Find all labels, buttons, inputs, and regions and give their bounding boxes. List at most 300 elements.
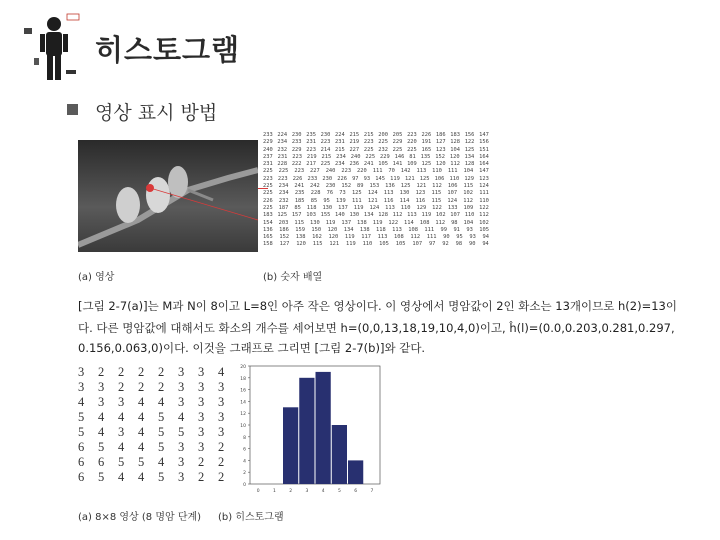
pixel-value: 220: [407, 139, 417, 146]
pixel-value: 89: [357, 183, 364, 190]
matrix-cell: 3: [198, 410, 205, 424]
pixel-value: 107: [447, 190, 458, 197]
matrix-cell: 3: [178, 395, 185, 409]
pixel-row: [263, 176, 489, 183]
pixel-value: 76: [326, 190, 334, 197]
matrix-cell: 4: [118, 410, 125, 424]
pixel-value: 152: [341, 183, 352, 190]
matrix-cell: 3: [198, 440, 205, 454]
matrix-cell: 6: [98, 455, 105, 469]
histogram-bar: [348, 460, 363, 484]
pixel-value: 105: [395, 241, 406, 248]
matrix-cell: 3: [178, 440, 185, 454]
pixel-value: 115: [431, 190, 442, 197]
pixel-row: [263, 227, 489, 234]
pixel-value: 95: [323, 197, 330, 204]
pixel-value: 139: [336, 197, 346, 204]
pixel-value: 152: [279, 234, 290, 241]
pixel-value: 225: [320, 161, 331, 168]
matrix-cell: 5: [158, 410, 165, 424]
matrix-cell: 2: [118, 365, 125, 379]
pixel-value: 224: [335, 132, 345, 138]
matrix-cell: 5: [158, 470, 165, 484]
pixel-value: 120: [328, 234, 339, 241]
pixel-value: 113: [407, 212, 417, 219]
presenter-figure-icon: [22, 10, 92, 85]
pixel-value: 120: [327, 226, 338, 233]
matrix-row: [78, 365, 238, 380]
matrix-cell: 3: [178, 365, 185, 379]
pixel-value: 124: [367, 190, 378, 197]
pixel-value: 112: [450, 161, 461, 168]
matrix-row: [78, 425, 238, 440]
pixel-value: 223: [294, 168, 305, 175]
pixel-value: 108: [408, 226, 419, 233]
pixel-value: 98: [451, 219, 458, 226]
pixel-value: 138: [295, 234, 306, 241]
pixel-value: 111: [447, 168, 458, 175]
matrix-cell: 2: [198, 470, 205, 484]
pixel-value: 232: [278, 197, 289, 204]
pixel-value: 115: [431, 197, 442, 204]
matrix-cell: 3: [218, 395, 225, 409]
pixel-value: 105: [379, 241, 389, 248]
pixel-value: 225: [363, 146, 374, 153]
pixel-value: 95: [456, 234, 463, 241]
pixel-value: 234: [335, 161, 345, 168]
matrix-cell: 4: [138, 395, 145, 409]
pixel-value: 107: [450, 212, 461, 219]
pixel-value: 70: [388, 168, 395, 175]
pixel-value: 241: [363, 161, 374, 168]
x-tick-label: 6: [354, 489, 358, 494]
matrix-cell: 3: [218, 425, 225, 439]
pixel-row: [263, 147, 489, 154]
pixel-value: 121: [329, 241, 340, 248]
pixel-value: 156: [479, 139, 489, 146]
paragraph-line-3: 0.156,0.063,0)이다. 이것을 그래프로 그리면 [그림 2-7(b)]와 같다.: [78, 341, 426, 355]
pixel-value: 225: [263, 190, 273, 197]
matrix-cell: 3: [118, 395, 125, 409]
pixel-value: 116: [415, 197, 426, 204]
pixel-value: 111: [372, 168, 383, 175]
matrix-cell: 3: [78, 365, 85, 379]
pixel-value: 223: [341, 168, 352, 175]
pixel-value: 185: [294, 197, 305, 204]
bird-photo-image: [78, 140, 258, 252]
matrix-cell: 4: [78, 395, 85, 409]
pixel-value: 110: [432, 168, 442, 175]
matrix-cell: 2: [138, 380, 145, 394]
pixel-value: 110: [362, 241, 373, 248]
matrix-cell: 2: [158, 380, 165, 394]
pixel-value: 241: [294, 183, 305, 190]
pixel-value: 115: [312, 241, 323, 248]
bullet-square-icon: [67, 104, 78, 115]
pixel-value: 229: [380, 153, 390, 160]
pixel-value: 98: [455, 241, 463, 248]
pixel-value: 225: [365, 153, 376, 160]
pixel-value: 129: [464, 175, 475, 182]
pixel-value: 122: [464, 139, 475, 146]
pixel-value: 125: [421, 161, 432, 168]
pixel-value: 112: [410, 234, 421, 241]
pixel-value: 127: [279, 241, 290, 248]
pixel-value: 145: [375, 175, 385, 182]
pixel-value: 155: [320, 212, 331, 219]
pixel-array: [263, 132, 489, 249]
matrix-cell: 4: [138, 440, 145, 454]
pixel-value: 234: [278, 190, 289, 197]
pixel-value: 150: [311, 226, 322, 233]
y-tick-label: 2: [243, 471, 246, 477]
pixel-value: 225: [392, 146, 403, 153]
pixel-value: 129: [416, 204, 427, 211]
matrix-cell: 3: [98, 380, 105, 394]
pixel-value: 125: [419, 175, 430, 182]
pixel-value: 228: [310, 190, 321, 197]
matrix-cell: 6: [78, 455, 85, 469]
matrix-cell: 2: [118, 380, 125, 394]
pixel-value: 130: [310, 219, 320, 226]
pixel-value: 225: [407, 146, 417, 153]
pixel-value: 112: [432, 183, 442, 190]
pixel-value: 215: [335, 146, 345, 153]
pixel-value: 102: [479, 219, 489, 226]
pixel-value: 119: [345, 241, 356, 248]
matrix-cell: 4: [218, 365, 225, 379]
pixel-value: 215: [363, 132, 374, 138]
pixel-value: 231: [277, 153, 288, 160]
pixel-value: 115: [463, 183, 474, 190]
pixel-row: [263, 212, 489, 219]
pixel-value: 94: [482, 241, 489, 248]
pixel-value: 186: [279, 226, 289, 233]
x-tick-label: 2: [289, 489, 293, 494]
pixel-value: 93: [466, 226, 473, 233]
pixel-value: 110: [479, 197, 489, 204]
pixel-value: 187: [278, 204, 289, 211]
matrix-cell: 4: [158, 395, 165, 409]
pixel-value: 105: [479, 226, 489, 233]
pixel-value: 232: [378, 146, 388, 153]
pixel-value: 229: [263, 139, 273, 146]
pixel-value: 133: [447, 204, 458, 211]
pixel-value: 106: [447, 183, 458, 190]
y-tick-label: 20: [240, 365, 246, 370]
pixel-value: 191: [421, 139, 432, 146]
pixel-value: 165: [421, 146, 432, 153]
pixel-value: 154: [263, 219, 273, 226]
pixel-row: [263, 139, 489, 146]
pixel-row: [263, 154, 489, 161]
paragraph-line-1: [그림 2-7(a)]는 M과 N이 8이고 L=8인 아주 작은 영상이다. 이 영상에서 명암값이 2인 화소는 13개이므로 h(2)=13이: [78, 299, 677, 313]
pixel-value: 121: [367, 197, 378, 204]
pixel-value: 134: [343, 226, 354, 233]
pixel-value: 125: [351, 190, 362, 197]
matrix-cell: 2: [138, 365, 145, 379]
pixel-row: [263, 190, 489, 197]
pixel-value: 93: [469, 234, 476, 241]
x-tick-label: 1: [272, 489, 276, 494]
matrix-cell: 3: [178, 470, 185, 484]
pixel-value: 234: [336, 153, 346, 160]
pixel-value: 227: [349, 146, 360, 153]
pixel-value: 142: [400, 168, 411, 175]
matrix-cell: 4: [158, 455, 165, 469]
pixel-value: 110: [464, 212, 475, 219]
pixel-value: 130: [349, 212, 360, 219]
pixel-value: 113: [383, 190, 394, 197]
pixel-value: 231: [263, 161, 273, 168]
pixel-value: 123: [415, 190, 426, 197]
pixel-value: 152: [435, 153, 445, 160]
pixel-value: 236: [349, 161, 360, 168]
pixel-value: 214: [320, 146, 331, 153]
matrix-cell: 2: [198, 455, 205, 469]
pixel-value: 220: [357, 168, 367, 175]
pixel-value: 125: [464, 146, 475, 153]
pixel-value: 127: [435, 139, 446, 146]
pixel-value: 104: [463, 168, 474, 175]
pixel-value: 231: [306, 139, 316, 146]
pixel-value: 108: [419, 219, 430, 226]
pixel-value: 113: [416, 168, 427, 175]
matrix-cell: 5: [98, 470, 105, 484]
matrix-cell: 2: [218, 470, 225, 484]
pixel-value: 120: [449, 153, 460, 160]
pixel-value: 122: [479, 204, 489, 211]
pixel-value: 219: [349, 139, 360, 146]
matrix-cell: 2: [98, 365, 105, 379]
matrix-cell: 6: [78, 470, 85, 484]
pixel-value: 234: [277, 139, 288, 146]
pixel-value: 125: [400, 183, 411, 190]
pixel-value: 102: [463, 190, 474, 197]
pixel-value: 120: [296, 241, 306, 248]
pixel-value: 97: [352, 175, 359, 182]
pixel-value: 240: [350, 153, 361, 160]
pixel-value: 159: [295, 226, 306, 233]
pixel-value: 112: [392, 212, 403, 219]
pixel-value: 137: [338, 204, 348, 211]
x-tick-label: 7: [370, 489, 374, 494]
pixel-value: 122: [388, 219, 399, 226]
pixel-row: [263, 234, 489, 241]
paragraph-line-2: 다. 다른 명암값에 대해서도 화소의 개수를 세어보면 h=(0,0,13,18,19,10,4,0)이고, ĥ(l)=(0.0,0.203,0.281,0.297,: [78, 321, 675, 335]
image-matrix: [78, 365, 238, 485]
x-tick-label: 3: [305, 489, 309, 494]
pixel-value: 226: [337, 175, 347, 182]
matrix-row: [78, 380, 238, 395]
pixel-value: 137: [341, 219, 352, 226]
pixel-value: 140: [335, 212, 345, 219]
matrix-cell: 3: [198, 365, 205, 379]
pixel-value: 222: [291, 161, 302, 168]
pixel-value: 230: [322, 175, 333, 182]
pixel-value: 122: [432, 204, 442, 211]
pixel-value: 223: [320, 139, 331, 146]
pixel-value: 203: [278, 219, 289, 226]
pixel-value: 119: [344, 234, 355, 241]
caption-8x8-image: (a) 8×8 영상 (8 명암 단계): [78, 512, 202, 523]
pixel-value: 223: [292, 153, 302, 160]
matrix-cell: 4: [138, 410, 145, 424]
pixel-value: 232: [277, 146, 288, 153]
matrix-cell: 4: [138, 425, 145, 439]
pixel-value: 123: [435, 146, 446, 153]
page-title: 히스토그램: [95, 33, 241, 67]
matrix-cell: 5: [118, 455, 125, 469]
pixel-value: 113: [377, 234, 388, 241]
pixel-value: 128: [378, 212, 388, 219]
matrix-cell: 4: [118, 440, 125, 454]
pixel-value: 237: [263, 153, 273, 160]
pixel-value: 147: [479, 168, 489, 175]
matrix-cell: 3: [98, 395, 105, 409]
pixel-value: 112: [479, 212, 489, 219]
pixel-value: 103: [306, 212, 316, 219]
matrix-row: [78, 440, 238, 455]
pixel-row: [263, 205, 489, 212]
histogram-bar: [283, 407, 298, 484]
pixel-value: 134: [363, 212, 374, 219]
pixel-value: 230: [325, 183, 336, 190]
pixel-value: 91: [453, 226, 460, 233]
pixel-value: 108: [394, 234, 404, 241]
pixel-value: 85: [310, 197, 318, 204]
pixel-value: 110: [449, 175, 460, 182]
matrix-cell: 2: [218, 455, 225, 469]
pixel-value: 111: [351, 197, 362, 204]
matrix-row: [78, 470, 238, 485]
matrix-cell: 4: [138, 470, 145, 484]
pixel-value: 164: [479, 161, 489, 168]
pixel-value: 235: [294, 190, 305, 197]
x-tick-label: 4: [321, 489, 325, 494]
pixel-value: 113: [392, 226, 402, 233]
pixel-value: 233: [291, 139, 302, 146]
pixel-value: 240: [325, 168, 336, 175]
pixel-value: 99: [440, 226, 448, 233]
y-tick-label: 8: [243, 435, 246, 441]
pixel-value: 183: [263, 212, 273, 219]
pixel-value: 215: [321, 153, 332, 160]
y-tick-label: 18: [240, 376, 246, 382]
pixel-value: 223: [407, 132, 417, 138]
matrix-cell: 3: [198, 425, 205, 439]
y-tick-label: 4: [243, 459, 246, 465]
pixel-value: 226: [421, 132, 432, 138]
pixel-value: 230: [291, 132, 302, 138]
pixel-value: 111: [424, 226, 435, 233]
matrix-cell: 6: [78, 440, 85, 454]
pixel-value: 134: [464, 153, 475, 160]
pixel-value: 225: [263, 183, 273, 190]
pixel-value: 128: [464, 161, 475, 168]
y-tick-label: 10: [240, 424, 246, 429]
pixel-value: 120: [435, 161, 446, 168]
pixel-value: 125: [277, 212, 288, 219]
matrix-cell: 5: [78, 425, 85, 439]
matrix-row: [78, 455, 238, 470]
pixel-value: 164: [479, 153, 489, 160]
pixel-value: 94: [482, 234, 489, 241]
pixel-value: 224: [277, 132, 288, 138]
pixel-value: 225: [278, 168, 289, 175]
x-tick-label: 0: [256, 489, 260, 494]
histogram-bar: [316, 372, 331, 484]
pixel-value: 146: [394, 153, 405, 160]
pixel-value: 226: [292, 175, 303, 182]
matrix-cell: 5: [138, 455, 145, 469]
pixel-value: 85: [294, 204, 301, 211]
pixel-value: 227: [310, 168, 320, 175]
y-tick-label: 0: [243, 483, 246, 488]
pixel-value: 235: [306, 132, 316, 138]
matrix-cell: 5: [158, 425, 165, 439]
pixel-value: 223: [306, 146, 316, 153]
pixel-value: 130: [322, 204, 333, 211]
matrix-cell: 5: [78, 410, 85, 424]
pixel-value: 102: [435, 212, 446, 219]
pixel-row: [263, 168, 489, 175]
matrix-cell: 3: [198, 380, 205, 394]
pixel-value: 110: [400, 204, 411, 211]
matrix-cell: 3: [218, 380, 225, 394]
pixel-value: 109: [463, 204, 474, 211]
pixel-value: 153: [369, 183, 380, 190]
pixel-value: 229: [392, 139, 403, 146]
pixel-value: 157: [291, 212, 302, 219]
pixel-value: 229: [291, 146, 302, 153]
pixel-row: [263, 241, 489, 248]
pixel-value: 114: [399, 197, 410, 204]
pixel-value: 130: [399, 190, 410, 197]
pixel-value: 90: [443, 234, 450, 241]
pixel-value: 151: [479, 146, 489, 153]
matrix-cell: 3: [198, 395, 205, 409]
matrix-cell: 2: [218, 440, 225, 454]
pixel-value: 205: [392, 132, 403, 138]
matrix-row: [78, 410, 238, 425]
matrix-cell: 4: [118, 470, 125, 484]
pixel-value: 225: [378, 139, 388, 146]
pixel-value: 124: [479, 183, 489, 190]
histogram-chart: [228, 360, 390, 502]
matrix-cell: 3: [78, 380, 85, 394]
pixel-value: 162: [312, 234, 322, 241]
pixel-value: 114: [404, 219, 414, 226]
pixel-value: 119: [325, 219, 336, 226]
pixel-row: [263, 161, 489, 168]
caption-image: (a) 영상: [78, 272, 115, 283]
pixel-value: 117: [361, 234, 371, 241]
y-tick-label: 16: [240, 388, 246, 394]
pixel-value: 105: [378, 161, 388, 168]
pixel-value: 233: [263, 132, 273, 138]
pixel-value: 138: [359, 226, 370, 233]
pixel-value: 118: [306, 204, 317, 211]
matrix-cell: 3: [118, 425, 125, 439]
pixel-value: 230: [320, 132, 331, 138]
pixel-value: 107: [412, 241, 423, 248]
pixel-value: 73: [339, 190, 346, 197]
pixel-value: 200: [378, 132, 388, 138]
pixel-value: 138: [357, 219, 367, 226]
pixel-value: 223: [363, 139, 374, 146]
pixel-value: 234: [278, 183, 289, 190]
